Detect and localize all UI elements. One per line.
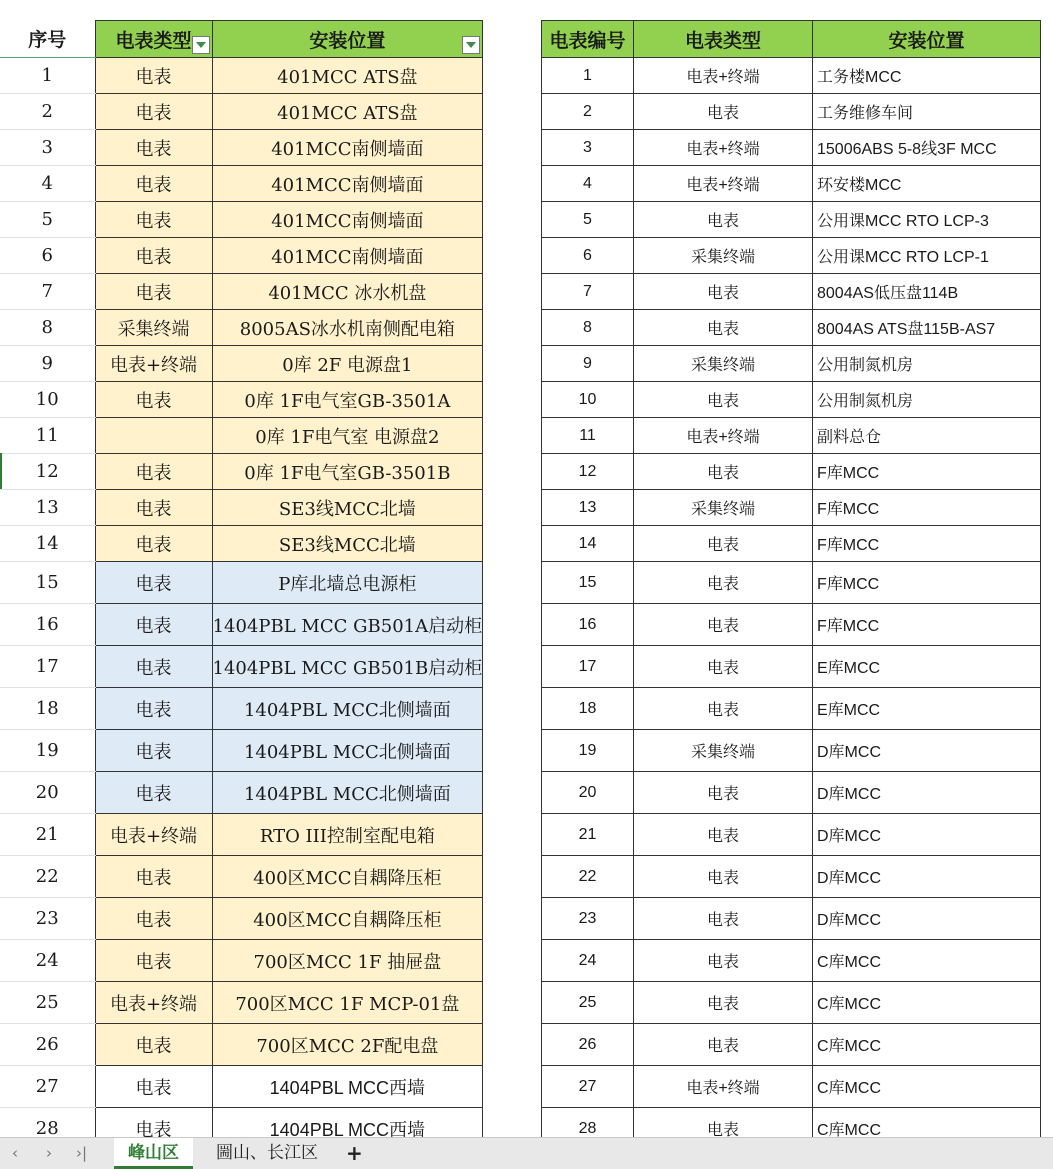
tab-chuanshan-changjiang[interactable]: 圌山、长江区	[216, 1143, 318, 1163]
meter-id-cell[interactable]: 5	[542, 202, 634, 238]
index-cell[interactable]: 14	[0, 526, 95, 562]
table-row	[0, 1066, 483, 1108]
location-cell[interactable]: F库MCC	[813, 454, 1041, 490]
filter-dropdown-icon[interactable]	[192, 36, 210, 54]
index-cell[interactable]: 19	[0, 730, 95, 772]
location-cell[interactable]: F库MCC	[813, 526, 1041, 562]
meter-type-cell[interactable]: 电表	[95, 856, 212, 898]
meter-id-cell[interactable]: 15	[542, 562, 634, 604]
table-row	[0, 94, 483, 130]
location-cell[interactable]: 401MCC ATS盘	[212, 94, 483, 130]
meter-type-cell[interactable]: 电表	[634, 454, 813, 490]
table-row	[542, 856, 1041, 898]
meter-type-cell[interactable]: 电表	[95, 526, 212, 562]
table-row	[542, 604, 1041, 646]
filter-dropdown-icon[interactable]	[462, 36, 480, 54]
table-row	[0, 688, 483, 730]
location-cell[interactable]: 401MCC南侧墙面	[212, 238, 483, 274]
tab-fengshan[interactable]: 峰山区	[114, 1138, 193, 1169]
meter-id-cell[interactable]: 25	[542, 982, 634, 1024]
index-cell[interactable]: 25	[0, 982, 95, 1024]
location-cell[interactable]: 401MCC南侧墙面	[212, 166, 483, 202]
location-cell[interactable]: 环安楼MCC	[813, 166, 1041, 202]
meter-id-cell[interactable]: 26	[542, 1024, 634, 1066]
meter-id-cell[interactable]: 4	[542, 166, 634, 202]
index-cell[interactable]: 2	[0, 94, 95, 130]
location-cell[interactable]: 公用课MCC RTO LCP-1	[813, 238, 1041, 274]
row-selection-marker	[0, 453, 2, 489]
meter-type-cell[interactable]: 电表	[95, 1108, 212, 1138]
table-row	[0, 58, 483, 94]
table-row	[0, 418, 483, 454]
index-cell[interactable]: 28	[0, 1108, 95, 1138]
location-cell[interactable]: 1404PBL MCC GB501A启动柜	[212, 604, 483, 646]
chevron-left-icon[interactable]: ‹	[12, 1144, 18, 1162]
index-cell[interactable]: 10	[0, 382, 95, 418]
meter-id-cell[interactable]: 7	[542, 274, 634, 310]
table-row	[0, 898, 483, 940]
table-row	[0, 310, 483, 346]
table-row	[542, 454, 1041, 490]
table-row	[0, 1024, 483, 1066]
table-row	[542, 898, 1041, 940]
table-row	[542, 310, 1041, 346]
meter-type-cell[interactable]: 电表+终端	[634, 58, 813, 94]
meter-id-cell[interactable]: 19	[542, 730, 634, 772]
meter-type-cell[interactable]: 电表	[95, 382, 212, 418]
location-cell[interactable]: 400区MCC自耦降压柜	[212, 856, 483, 898]
table-row	[0, 772, 483, 814]
meter-type-cell[interactable]: 电表	[95, 898, 212, 940]
location-cell[interactable]: C库MCC	[813, 1024, 1041, 1066]
index-header: 序号	[0, 21, 95, 58]
meter-id-cell[interactable]: 6	[542, 238, 634, 274]
meter-type-cell[interactable]: 电表	[634, 310, 813, 346]
location-cell[interactable]: 0库 2F 电源盘1	[212, 346, 483, 382]
location-cell[interactable]: 1404PBL MCC西墙	[212, 1066, 483, 1108]
meter-id-cell[interactable]: 28	[542, 1108, 634, 1138]
index-cell[interactable]: 20	[0, 772, 95, 814]
meter-type-cell[interactable]: 电表	[95, 646, 212, 688]
index-cell[interactable]: 4	[0, 166, 95, 202]
meter-type-cell[interactable]: 电表	[634, 982, 813, 1024]
table-row	[0, 202, 483, 238]
location-cell[interactable]: D库MCC	[813, 730, 1041, 772]
location-cell[interactable]: C库MCC	[813, 1066, 1041, 1108]
table-row	[0, 274, 483, 310]
location-cell[interactable]: 700区MCC 1F 抽屉盘	[212, 940, 483, 982]
meter-type-cell[interactable]: 电表	[95, 454, 212, 490]
location-cell[interactable]: 8004AS ATS盘115B-AS7	[813, 310, 1041, 346]
meter-id-cell[interactable]: 20	[542, 772, 634, 814]
meter-type-cell[interactable]: 电表	[95, 562, 212, 604]
sheet-tab-bar	[0, 1137, 1053, 1169]
meter-id-cell[interactable]: 27	[542, 1066, 634, 1108]
meter-type-cell[interactable]: 电表	[634, 814, 813, 856]
index-cell[interactable]: 15	[0, 562, 95, 604]
table-row	[542, 1024, 1041, 1066]
table-row	[542, 1108, 1041, 1138]
table-row	[542, 382, 1041, 418]
meter-type-cell[interactable]	[95, 418, 212, 454]
meter-type-cell[interactable]: 电表	[634, 202, 813, 238]
last-sheet-icon[interactable]: ›|	[76, 1144, 88, 1162]
meter-id-cell[interactable]: 11	[542, 418, 634, 454]
meter-id-cell[interactable]: 9	[542, 346, 634, 382]
meter-id-cell[interactable]: 3	[542, 130, 634, 166]
meter-type-cell[interactable]: 电表+终端	[634, 130, 813, 166]
location-cell[interactable]: 8005AS冰水机南侧配电箱	[212, 310, 483, 346]
meter-type-cell[interactable]: 电表	[95, 1066, 212, 1108]
meter-type-cell[interactable]: 电表	[95, 202, 212, 238]
meter-id-cell[interactable]: 18	[542, 688, 634, 730]
index-cell[interactable]: 3	[0, 130, 95, 166]
location-cell[interactable]: 400区MCC自耦降压柜	[212, 898, 483, 940]
index-cell[interactable]: 18	[0, 688, 95, 730]
chevron-right-icon[interactable]: ›	[46, 1144, 52, 1162]
meter-type-cell[interactable]: 电表	[95, 490, 212, 526]
index-cell[interactable]: 26	[0, 1024, 95, 1066]
location-cell[interactable]: 公用制氮机房	[813, 346, 1041, 382]
table-row	[542, 730, 1041, 772]
location-header[interactable]	[212, 21, 483, 58]
meter-type-cell[interactable]: 电表	[634, 646, 813, 688]
location-cell[interactable]: SE3线MCC北墙	[212, 490, 483, 526]
meter-type-cell[interactable]: 电表	[95, 94, 212, 130]
meter-type-cell[interactable]: 电表	[95, 1024, 212, 1066]
location-cell[interactable]: 401MCC南侧墙面	[212, 130, 483, 166]
meter-type-cell[interactable]: 电表	[95, 730, 212, 772]
meter-id-cell[interactable]: 24	[542, 940, 634, 982]
table-row	[542, 202, 1041, 238]
location-cell[interactable]: D库MCC	[813, 772, 1041, 814]
meter-type-cell[interactable]: 电表	[634, 274, 813, 310]
index-cell[interactable]: 7	[0, 274, 95, 310]
location-cell[interactable]: 公用课MCC RTO LCP-3	[813, 202, 1041, 238]
meter-type-cell[interactable]: 电表+终端	[95, 346, 212, 382]
meter-id-cell[interactable]: 16	[542, 604, 634, 646]
meter-id-cell[interactable]: 8	[542, 310, 634, 346]
location-cell[interactable]: F库MCC	[813, 562, 1041, 604]
meter-id-cell[interactable]: 14	[542, 526, 634, 562]
table-row	[542, 94, 1041, 130]
meter-type-cell[interactable]: 电表	[634, 94, 813, 130]
index-cell[interactable]: 21	[0, 814, 95, 856]
table-row	[542, 1066, 1041, 1108]
location-cell[interactable]: 401MCC南侧墙面	[212, 202, 483, 238]
table-row	[0, 982, 483, 1024]
table-row	[542, 58, 1041, 94]
location-cell[interactable]: 8004AS低压盘114B	[813, 274, 1041, 310]
location-cell[interactable]: E库MCC	[813, 646, 1041, 688]
table-row	[542, 982, 1041, 1024]
meter-type-cell[interactable]: 电表	[634, 604, 813, 646]
table-row	[0, 346, 483, 382]
meter-id-cell[interactable]: 23	[542, 898, 634, 940]
location-cell[interactable]: F库MCC	[813, 604, 1041, 646]
table-row	[542, 646, 1041, 688]
meter-id-cell[interactable]: 21	[542, 814, 634, 856]
location-cell[interactable]: E库MCC	[813, 688, 1041, 730]
table-row	[0, 604, 483, 646]
table-row	[542, 772, 1041, 814]
meter-type-cell[interactable]: 电表	[95, 688, 212, 730]
meter-id-cell[interactable]: 1	[542, 58, 634, 94]
table-row	[542, 940, 1041, 982]
meter-type-cell[interactable]: 电表	[634, 1108, 813, 1138]
meter-type-cell[interactable]: 电表	[634, 772, 813, 814]
table-row	[0, 940, 483, 982]
meter-type-cell[interactable]: 电表	[634, 856, 813, 898]
table-row	[0, 166, 483, 202]
location-cell[interactable]: 0库 1F电气室GB-3501B	[212, 454, 483, 490]
location-cell[interactable]: 700区MCC 2F配电盘	[212, 1024, 483, 1066]
index-cell[interactable]: 27	[0, 1066, 95, 1108]
table-row	[0, 1108, 483, 1138]
location-cell[interactable]: 工务维修车间	[813, 94, 1041, 130]
meter-id-cell[interactable]: 10	[542, 382, 634, 418]
meter-type-header[interactable]	[95, 21, 212, 58]
table-row	[0, 526, 483, 562]
index-cell[interactable]: 1	[0, 58, 95, 94]
location-cell[interactable]: D库MCC	[813, 898, 1041, 940]
location-cell[interactable]: F库MCC	[813, 490, 1041, 526]
location-cell[interactable]: C库MCC	[813, 982, 1041, 1024]
location-cell[interactable]: P库北墙总电源柜	[212, 562, 483, 604]
meter-type-cell[interactable]: 采集终端	[634, 346, 813, 382]
meter-type-cell[interactable]: 电表	[95, 238, 212, 274]
meter-type-cell[interactable]: 电表	[634, 940, 813, 982]
meter-id-cell[interactable]: 13	[542, 490, 634, 526]
location-header-label: 安装位置	[309, 29, 386, 52]
index-cell[interactable]: 24	[0, 940, 95, 982]
location-header[interactable]: 安装位置	[813, 21, 1041, 58]
meter-type-cell[interactable]: 电表+终端	[634, 418, 813, 454]
meter-type-cell[interactable]: 电表	[634, 382, 813, 418]
location-cell[interactable]: 公用制氮机房	[813, 382, 1041, 418]
table-row	[542, 274, 1041, 310]
meter-id-cell[interactable]: 22	[542, 856, 634, 898]
table-row	[542, 562, 1041, 604]
index-cell[interactable]: 16	[0, 604, 95, 646]
table-row	[0, 730, 483, 772]
location-cell[interactable]: 1404PBL MCC北侧墙面	[212, 730, 483, 772]
table-row	[542, 688, 1041, 730]
index-cell[interactable]: 12	[0, 454, 95, 490]
index-cell[interactable]: 22	[0, 856, 95, 898]
meter-type-header-label: 电表类型	[115, 29, 192, 52]
table-row	[0, 130, 483, 166]
meter-type-cell[interactable]: 电表	[95, 274, 212, 310]
location-cell[interactable]: 700区MCC 1F MCP-01盘	[212, 982, 483, 1024]
location-cell[interactable]: 工务楼MCC	[813, 58, 1041, 94]
location-cell[interactable]: 401MCC 冰水机盘	[212, 274, 483, 310]
meter-type-cell[interactable]: 电表	[95, 130, 212, 166]
meter-type-cell[interactable]: 电表	[95, 940, 212, 982]
table-row	[542, 130, 1041, 166]
meter-type-cell[interactable]: 电表	[634, 526, 813, 562]
index-cell[interactable]: 8	[0, 310, 95, 346]
table-row	[0, 562, 483, 604]
right-meter-table	[541, 20, 1041, 1137]
table-row	[0, 454, 483, 490]
location-cell[interactable]: SE3线MCC北墙	[212, 526, 483, 562]
table-row	[0, 814, 483, 856]
location-cell[interactable]: 0库 1F电气室GB-3501A	[212, 382, 483, 418]
meter-id-cell[interactable]: 12	[542, 454, 634, 490]
meter-type-cell[interactable]: 电表	[634, 688, 813, 730]
location-cell[interactable]: 15006ABS 5-8线3F MCC	[813, 130, 1041, 166]
table-row	[542, 814, 1041, 856]
location-cell[interactable]: 副料总仓	[813, 418, 1041, 454]
location-cell[interactable]: 401MCC ATS盘	[212, 58, 483, 94]
meter-id-header[interactable]: 电表编号	[542, 21, 634, 58]
table-row	[0, 382, 483, 418]
location-cell[interactable]: 0库 1F电气室 电源盘2	[212, 418, 483, 454]
meter-type-cell[interactable]: 电表+终端	[634, 166, 813, 202]
location-cell[interactable]: C库MCC	[813, 940, 1041, 982]
table-row	[542, 526, 1041, 562]
meter-type-cell[interactable]: 采集终端	[634, 238, 813, 274]
meter-type-cell[interactable]: 电表	[634, 1024, 813, 1066]
table-row	[542, 238, 1041, 274]
plus-icon[interactable]: +	[346, 1141, 363, 1165]
index-cell[interactable]: 11	[0, 418, 95, 454]
table-row	[0, 856, 483, 898]
table-row	[0, 490, 483, 526]
meter-type-cell[interactable]: 电表	[634, 898, 813, 940]
meter-type-cell[interactable]: 采集终端	[95, 310, 212, 346]
meter-type-cell[interactable]: 电表	[634, 562, 813, 604]
index-cell[interactable]: 6	[0, 238, 95, 274]
meter-type-cell[interactable]: 电表+终端	[95, 814, 212, 856]
meter-type-cell[interactable]: 采集终端	[634, 730, 813, 772]
table-row	[542, 166, 1041, 202]
index-cell[interactable]: 17	[0, 646, 95, 688]
table-row	[0, 238, 483, 274]
meter-type-header[interactable]: 电表类型	[634, 21, 813, 58]
table-row	[542, 490, 1041, 526]
left-meter-table	[0, 20, 483, 1137]
meter-id-cell[interactable]: 17	[542, 646, 634, 688]
table-row	[542, 346, 1041, 382]
location-cell[interactable]: C库MCC	[813, 1108, 1041, 1138]
index-cell[interactable]: 13	[0, 490, 95, 526]
table-row	[542, 418, 1041, 454]
meter-id-cell[interactable]: 2	[542, 94, 634, 130]
meter-type-cell[interactable]: 电表+终端	[634, 1066, 813, 1108]
meter-type-cell[interactable]: 电表	[95, 772, 212, 814]
meter-type-cell[interactable]: 电表	[95, 604, 212, 646]
location-cell[interactable]: 1404PBL MCC北侧墙面	[212, 688, 483, 730]
location-cell[interactable]: 1404PBL MCC GB501B启动柜	[212, 646, 483, 688]
meter-type-cell[interactable]: 采集终端	[634, 490, 813, 526]
location-cell[interactable]: D库MCC	[813, 856, 1041, 898]
location-cell[interactable]: 1404PBL MCC西墙	[212, 1108, 483, 1138]
location-cell[interactable]: D库MCC	[813, 814, 1041, 856]
index-cell[interactable]: 9	[0, 346, 95, 382]
meter-type-cell[interactable]: 电表+终端	[95, 982, 212, 1024]
index-cell[interactable]: 23	[0, 898, 95, 940]
location-cell[interactable]: 1404PBL MCC北侧墙面	[212, 772, 483, 814]
table-row	[0, 646, 483, 688]
meter-type-cell[interactable]: 电表	[95, 166, 212, 202]
location-cell[interactable]: RTO III控制室配电箱	[212, 814, 483, 856]
index-cell[interactable]: 5	[0, 202, 95, 238]
meter-type-cell[interactable]: 电表	[95, 58, 212, 94]
